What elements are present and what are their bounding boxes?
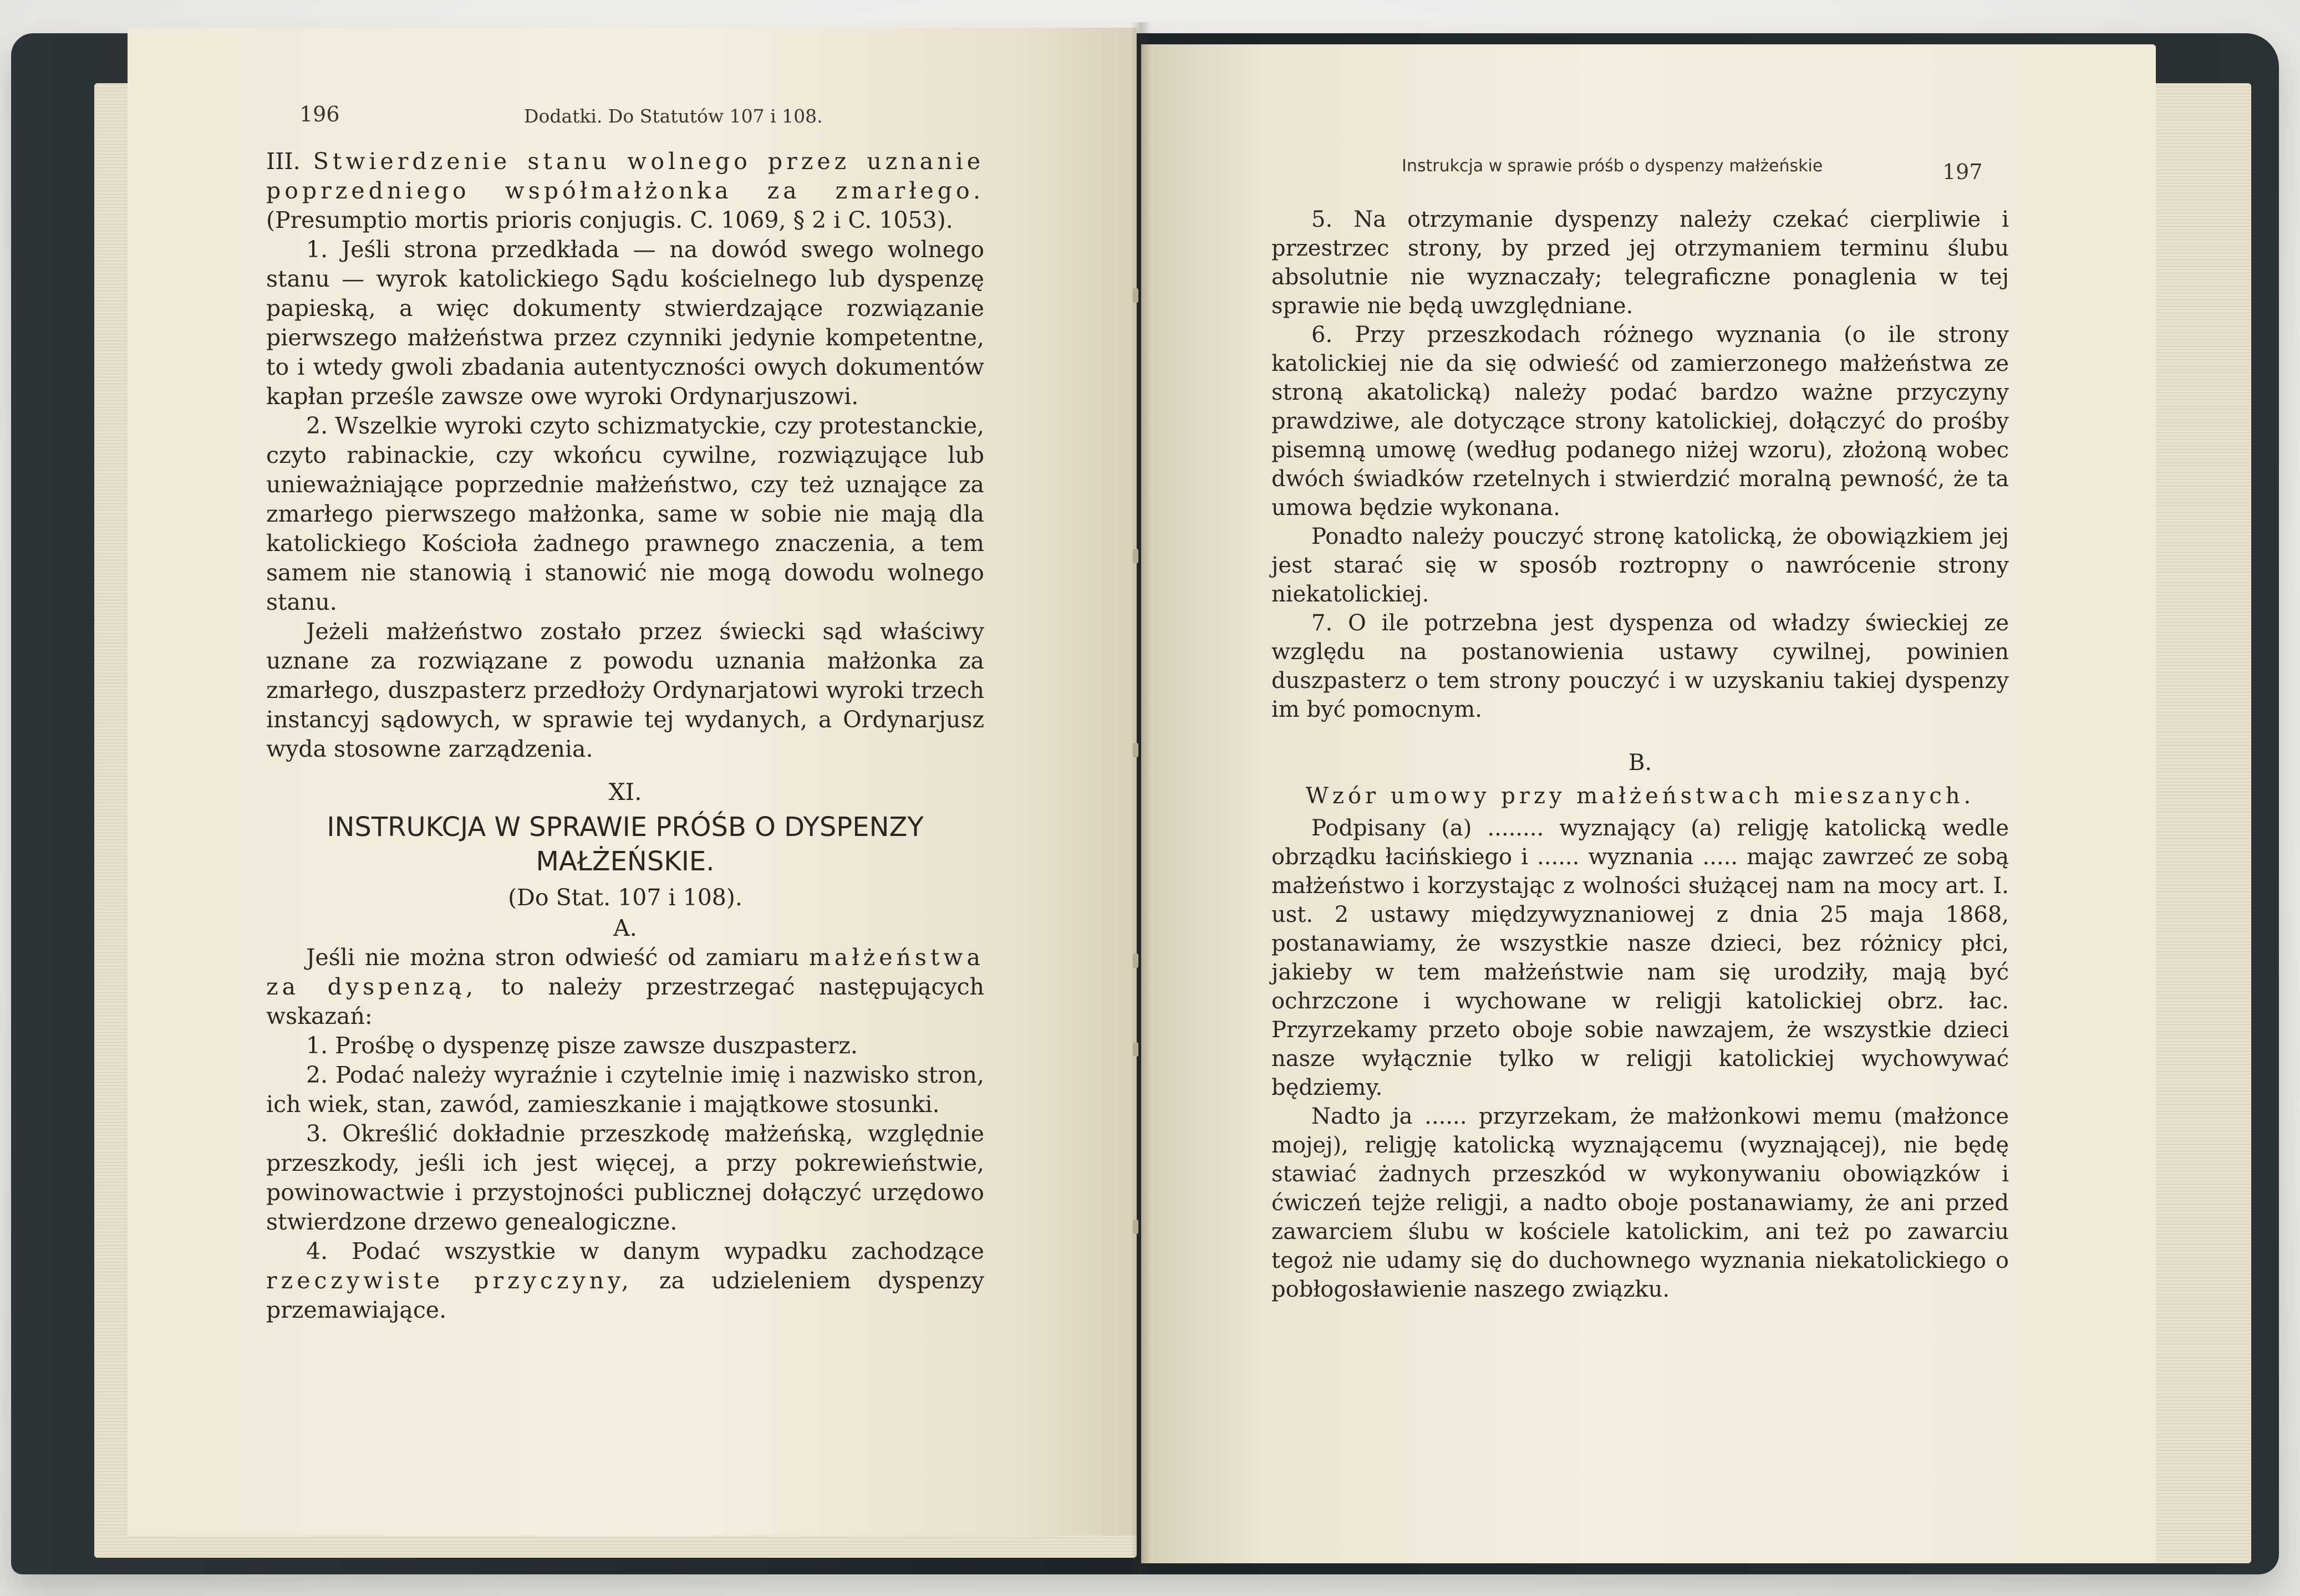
item4-spaced: rzeczywiste przyczyny,	[266, 1267, 633, 1294]
section-heading-tail: (Presumptio mortis prioris conjugis. C. 1069, § 2 i C. 1053).	[266, 207, 953, 233]
section-a-label: A.	[613, 915, 637, 941]
intro-after: to należy przestrzegać następujących wskazań:	[266, 973, 984, 1029]
section-b-label: B.	[1628, 750, 1652, 776]
chapter-title: INSTRUKCJA W SPRAWIE PRÓŚB O DYSPENZY MAŁŻEŃSKIE.	[327, 812, 924, 877]
paragraph: 2. Wszelkie wyroki czyto schizmatyckie, czy protestanckie, czyto rabinackie, czy wkońcu cywilne, rozwiązujące lub unieważniające poprzednie małżeństwo, czy też uznające za zmarłego pierwszego małżonka, same w sobie nie mają dla katolickiego Kościoła żadnego prawnego znaczenia, a tem samem nie stanowią i stanowić nie mogą dowodu wolnego stanu.	[266, 412, 984, 615]
section-heading-iii	[266, 147, 984, 235]
item4-after: za udzieleniem dyspenzy przemawiające.	[266, 1267, 984, 1323]
paragraph: Jeżeli małżeństwo zostało przez świecki sąd właściwy uznane za rozwiązane z powodu uznania małżonka za zmarłego, duszpasterz przedłoży Ordynarjatowi wyroki trzech instancyj sądowych, w sprawie tej wydanych, a Ordynarjusz wyda stosowne zarządzenia.	[266, 618, 984, 762]
list-item: 2. Podać należy wyraźnie i czytelnie imię i nazwisko stron, ich wiek, stan, zawód, zamieszkanie i majątkowe stosunki.	[266, 1062, 984, 1118]
binding-stitch	[1133, 288, 1138, 303]
list-item: 3. Określić dokładnie przeszkodę małżeńską, względnie przeszkody, jeśli ich jest więcej, a przy pokrewieństwie, powinowactwie i przystojności publicznej dołączyć urzędowo stwierdzone drzewo genealogiczne.	[266, 1120, 984, 1235]
chapter-numeral: XI.	[608, 778, 642, 805]
paragraph: Ponadto należy pouczyć stronę katolicką, że obowiązkiem jej jest starać się w sposób roztropny o nawrócenie strony niekatolickiej.	[1271, 524, 2009, 607]
running-head-left: Dodatki. Do Statutów 107 i 108.	[524, 105, 823, 127]
chapter-subtitle: (Do Stat. 107 i 108).	[508, 884, 742, 911]
left-page-body	[266, 147, 984, 1325]
list-item: 1. Prośbę o dyspenzę pisze zawsze duszpasterz.	[306, 1032, 858, 1059]
right-page	[1141, 44, 2156, 1563]
binding-stitch	[1133, 1220, 1138, 1234]
form-paragraph: Podpisany (a) ........ wyznający (a) religję katolicką wedle obrządku łacińskiego i ...... wyznania ..... mając zawrzeć ze sobą małżeństwo i korzystając z wolności służącej nam na mocy art. I. ust. 2 ustawy międzywyznaniowej z dnia 25 maja 1868, postanawiamy, że wszystkie nasze dzieci, bez różnicy płci, jakieby w tem małżeństwie nam się urodziły, mają być ochrzczone i wychowane w religji katolickiej obrz. łac. Przyrzekamy przeto oboje sobie nawzajem, że wszystkie dzieci nasze wyłącznie tylko w religji katolickiej wychowywać będziemy.	[1271, 815, 2009, 1100]
section-roman: III.	[266, 148, 301, 175]
page-number-left: 196	[299, 102, 340, 126]
page-number-right: 197	[1942, 160, 1983, 184]
right-page-body	[1271, 205, 2009, 1304]
form-paragraph: Nadto ja ...... przyrzekam, że małżonkowi memu (małżonce mojej), religję katolicką wyznającemu (wyznającej), nie będę stawiać żadnych przeszkód w wykonywaniu obowiązków i ćwiczeń tejże religji, a nadto oboje postanawiamy, że ani przed zawarciem ślubu w kościele katolickim, ani też po zawarciu tegoż nie udamy się do duchownego wyznania niekatolickiego o pobłogosławienie naszego związku.	[1271, 1104, 2009, 1302]
binding-stitch	[1133, 549, 1138, 563]
item4-before: 4. Podać wszystkie w danym wypadku zachodzące	[306, 1238, 984, 1264]
paragraph: 1. Jeśli strona przedkłada — na dowód swego wolnego stanu — wyrok katolickiego Sądu kościelnego lub dyspenzę papieską, a więc dokumenty stwierdzające rozwiązanie pierwszego małżeństwa przez czynniki jedynie kompetentne, to i wtedy gwoli zbadania autentyczności owych dokumentów kapłan prześle zawsze owe wyroki Ordynarjuszowi.	[266, 236, 984, 410]
binding-stitch	[1133, 743, 1138, 757]
paragraph: 7. O ile potrzebna jest dyspenza od władzy świeckiej ze względu na postanowienia ustawy cywilnej, powinien duszpasterz o tem strony pouczyć i w uzyskaniu takiej dyspenzy im być pomocnym.	[1271, 610, 2009, 722]
form-title: Wzór umowy przy małżeństwach mieszanych.	[1305, 783, 1975, 809]
list-item-4	[266, 1237, 984, 1325]
paragraph: 6. Przy przeszkodach różnego wyznania (o ile strony katolickiej nie da się odwieść od zamierzonego małżeństwa ze stroną akatolicką) należy podać bardzo ważne przyczyny prawdziwe, ale dotyczące strony katolickiej, dołączyć do prośby pisemną umowę (według podanego niżej wzoru), złożoną wobec dwóch świadków rzetelnych i stwierdzić moralną pewność, że ta umowa będzie wykonana.	[1271, 322, 2009, 521]
left-page	[128, 28, 1137, 1536]
intro-before: Jeśli nie można stron odwieść od zamiaru	[306, 944, 800, 971]
intro-spaced: małżeństwa za dyspenzą,	[266, 944, 984, 1000]
section-heading-spaced: Stwierdzenie stanu wolnego przez uznanie poprzedniego współmałżonka za zmarłego.	[266, 148, 984, 204]
paragraph: 5. Na otrzymanie dyspenzy należy czekać cierpliwie i przestrzec strony, by przed jej otrzymaniem terminu ślubu absolutnie nie wyznaczały; telegraficzne ponaglenia w tej sprawie nie będą uwzględniane.	[1271, 207, 2009, 319]
binding-stitch	[1133, 953, 1138, 968]
running-head-right: Instrukcja w sprawie próśb o dyspenzy małżeńskie	[1402, 156, 1823, 176]
book-gutter	[1131, 22, 1151, 1574]
binding-stitch	[1133, 1042, 1138, 1057]
intro-paragraph	[266, 943, 984, 1031]
